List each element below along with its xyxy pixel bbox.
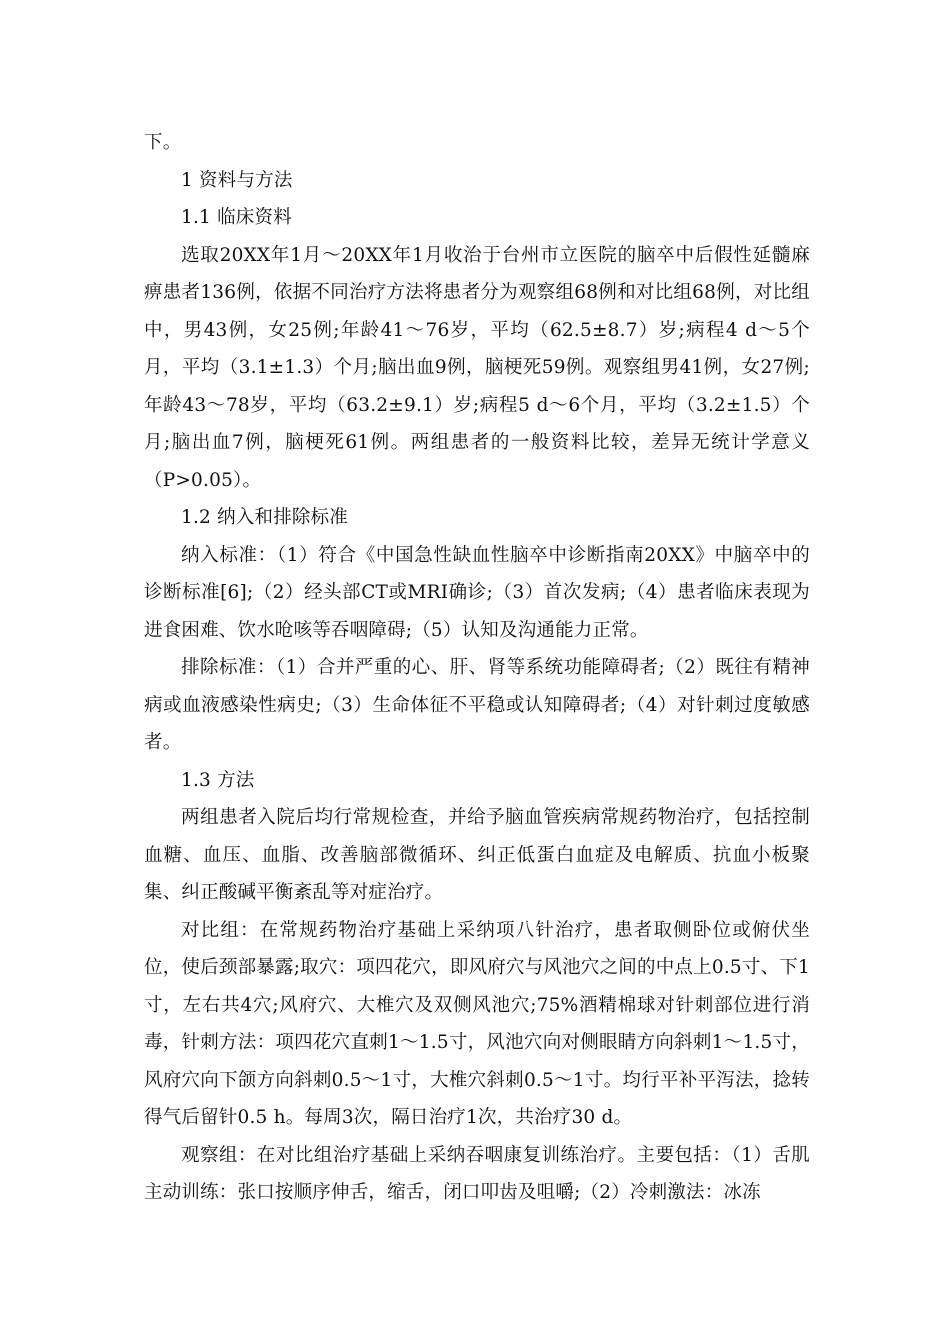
section-heading: 1 资料与方法 [181,169,293,191]
methods-paragraph: 两组患者入院后均行常规检查，并给予脑血管疾病常规药物治疗，包括控制血糖、血压、血脂、改善脑部微循环、纠正低蛋白血症及电解质、抗血小板聚集、纠正酸碱平衡紊乱等对症治疗。 [144,807,810,903]
continued-paragraph: 下。 [144,132,182,153]
observation-group-paragraph: 观察组：在对比组治疗基础上采纳吞咽康复训练治疗。主要包括：（1）舌肌主动训练：张口按顺序伸舌，缩舌，闭口叩齿及咀嚼;（2）冷刺激法：冰冻 [144,1144,810,1203]
control-group-paragraph: 对比组：在常规药物治疗基础上采纳项八针治疗，患者取侧卧位或俯伏坐位，使后颈部暴露;取穴：项四花穴，即风府穴与风池穴之间的中点上0.5寸、下1寸，左右共4穴;风府穴、大椎穴及双侧风池穴;75%酒精棉球对针刺部位进行消毒，针刺方法：项四花穴直刺1～1.5寸，风池穴向对侧眼睛方向斜刺1～1.5寸，风府穴向下颌方向斜刺0.5～1寸，大椎穴斜刺0.5～1寸。均行平补平泻法，捻转得气后留针0.5 h。每周3次，隔日治疗1次，共治疗30 d。 [144,919,810,1128]
subsection-heading: 1.1 临床资料 [181,207,292,228]
inclusion-criteria-paragraph: 纳入标准：（1）符合《中国急性缺血性脑卒中诊断指南20XX》中脑卒中的诊断标准[6];（2）经头部CT或MRI确诊;（3）首次发病;（4）患者临床表现为进食困难、饮水呛咳等吞咽障碍;（5）认知及沟通能力正常。 [144,544,810,641]
clinical-data-paragraph: 选取20XX年1月～20XX年1月收治于台州市立医院的脑卒中后假性延髓麻痹患者136例，依据不同治疗方法将患者分为观察组68例和对比组68例，对比组中，男43例，女25例;年龄41～76岁，平均（62.5±8.7）岁;病程4 d～5个月，平均（3.1±1.3）个月;脑出血9例，脑梗死59例。观察组男41例，女27例;年龄43～78岁，平均（63.2±9.1）岁;病程5 d～6个月，平均（3.2±1.5）个月;脑出血7例，脑梗死61例。两组患者的一般资料比较，差异无统计学意义（P>0.05）。 [144,244,810,491]
exclusion-criteria-paragraph: 排除标准：（1）合并严重的心、肝、肾等系统功能障碍者;（2）既往有精神病或血液感染性病史;（3）生命体征不平稳或认知障碍者;（4）对针刺过度敏感者。 [144,657,810,753]
subsection-heading: 1.2 纳入和排除标准 [181,507,349,528]
document-body [144,124,810,1212]
subsection-heading: 1.3 方法 [181,769,255,791]
